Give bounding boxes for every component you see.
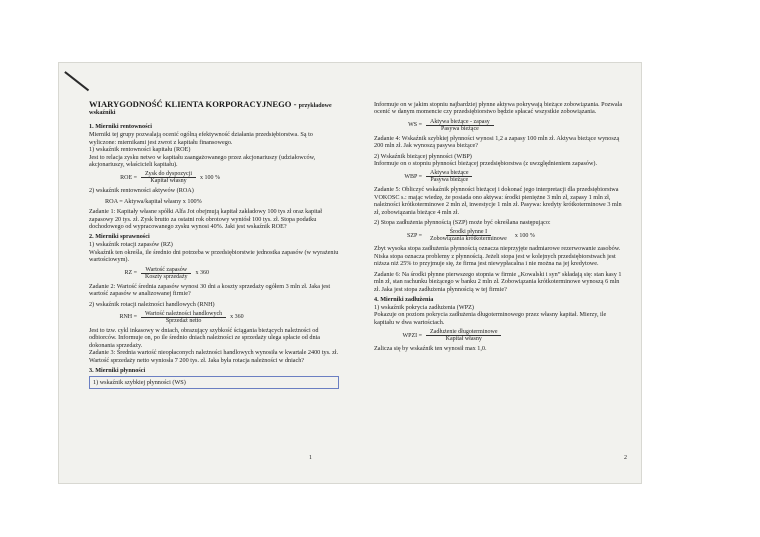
paragraph: Pokazuje on poziom pokrycia zadłużenia długoterminowego przez własny kapitał. Mierzy, ile kapitału w dwa wartościach. <box>374 311 607 326</box>
list-item: 1) wskaźnik rentowności kapitału (ROE) <box>89 146 191 154</box>
list-item: 2) wskaźnik rentowności aktywów (ROA) <box>89 187 194 195</box>
right-page <box>374 63 624 483</box>
pen-mark <box>65 71 90 91</box>
closing-note: Zalicza się by wskaźnik ten wynosił max 1,0. <box>374 345 487 353</box>
paragraph: Wskaźnik ten określa, ile średnio dni potrzeba w przedsiębiorstwie jednostka zapasów (w wyrażeniu wartościowym). <box>89 248 339 264</box>
list-item: 2) Stopa zadłużenia płynnością (SZP) może być określana następująco: <box>374 219 551 227</box>
formula-roa: ROA = Aktywa/kapitał własny x 100% <box>105 197 202 205</box>
formula-wpz: WPZI = $\frac{\text{Zadłużenie długoterminowe}}{\text{Kapitał własny}}$ <box>394 329 624 342</box>
formula-wbp: WBP = $\frac{\text{Aktywa bieżące}}{\text{Pasywa bieżące}}$ <box>394 170 624 183</box>
formula-ws: WS = $\frac{\text{Aktywa bieżące - zapasy}}{\text{Pasywa bieżące}}$ <box>394 119 624 132</box>
formula-rz: RZ = $\frac{\text{Wartość zapasów}}{\text{Koszty sprzedaży}}$ x 360 <box>124 266 209 280</box>
task-5: Zadanie 5: Obliczyć wskaźnik płynności bieżącej i dokonać jego interpretacji dla przedsiębiorstwa VOKOSC s.: mając wiedzę, że posiada ono aktywa: środki pieniężne 3 mln zł, zapasy 1 mln zł, należności krótkoterminowe 2 mln zł, inwestycje 1 mln zł. Pasywa: kredyty krótkoterminowe 3 mln zł, zobowiązania bieżące 4 mln zł. <box>374 186 622 216</box>
paragraph: Mierniki tej grupy pozwalają ocenić ogólną efektywność działania przedsiębiorstwa. Są to wyliczone: miernikami jest zwrot z kapitału finansowego. <box>89 131 313 146</box>
task-6: Zadanie 6: Na środki płynne pierwszego stopnia w firmie „Kowalski i syn” składają się: stan kasy 1 mln zł, stan rachunku bieżącego w banku 2 mln zł. Zobowiązania krótkoterminowe wynoszą 6 mln zł. Jaka jest stopa zadłużenia płynnością w tej firmie? <box>374 270 622 293</box>
list-item: 2) wskaźnik rotacji należności handlowych (RNH) <box>89 300 215 308</box>
paragraph: Jest to relacja zysku netwo w kapitału zaangażowanego przez akcjonariuszy (udziałowców, akcjonariuszy, właścicieli kapitału). <box>89 153 316 169</box>
paragraph: Informuje on o stopniu płynności bieżącej przedsiębiorstwa (z uwzględnieniem zapasów). <box>374 160 598 168</box>
list-item: 1) wskaźnik rotacji zapasów (RZ) <box>89 241 173 249</box>
paragraph: Informuje on w jakim stopniu najbardziej płynne aktywa pokrywają bieżące zobowiązania. Pozwala ocenić w danym momencie czy przedsiębiorstwo będzie spłacać wszystkie zobowiązania. <box>374 101 623 116</box>
document-title: WIARYGODNOŚĆ KLIENTA KORPORACYJNEGO - przykładowe <box>89 99 332 109</box>
paragraph: Jest to tzw. cykl inkasowy w dniach, obrazujący szybkość ściągania bieżących należności od odbiorców. Informuje on, po ile średnio dniach należności ze sprzedaży ulega spłacie od dnia dokonania sprzedaży. <box>89 326 321 349</box>
page-number-right: 2 <box>624 455 627 461</box>
task-3: Zadanie 3: Średnia wartość nieopłaconych należności handlowych wynosiła w kwartale 2400 tys. zł. Wartość sprzedaży netto wyniosła 7 200 tys. zł. Jaka była rotacja należności w dniach? <box>89 349 339 364</box>
left-page <box>89 63 339 483</box>
section-heading-rentownosc: 1. Mierniki rentowności <box>89 123 152 131</box>
section-heading-sprawnosc: 2. Mierniki sprawności <box>89 233 150 241</box>
formula-roe: ROE = $\frac{\text{Zysk do dyspozycji}}{\text{Kapitał własny}}$ x 100 % <box>120 171 220 185</box>
paragraph: Zbyt wysoka stopa zadłużenia płynnością oznacza nieprzyjęte nadmiarowe rezerwowanie zasobów. Niska stopa oznacza problemy z płynnością. Jeżeli stopa jest w kolejnych przedsiębiorstwach jest niższa niż 25% to przyjmuje się, że firma jest niewypłacalna i nie można na jej kredytowe. <box>374 245 621 268</box>
task-1: Zadanie 1: Kapitały własne spółki Alfa Jot obejmują kapitał zakładowy 100 tys zł oraz kapitał zapasowy 20 tys. zł. Zysk brutto za ostatni rok obrotowy wyniósł 100 tys. zł. Stopa podatku dochodowego od wypracowanego zysku wynosi 40%. Jaki jest wskaźnik ROE? <box>89 208 322 231</box>
list-item: 2) Wskaźnik bieżącej płynności (WBP) <box>374 152 472 160</box>
section-heading-zadluzenie: 4. Mierniki zadłużenia <box>374 295 434 303</box>
formula-rnh: RNH = $\frac{\text{Wartość należności handlowych}}{\text{Sprzedaż netto}}$ x 360 <box>119 310 244 324</box>
highlighted-box <box>89 376 339 389</box>
page-number-left: 1 <box>309 455 312 461</box>
list-item: 1) wskaźnik pokrycia zadłużenia (WPZ) <box>374 303 474 311</box>
list-item: 1) wskaźnik szybkiej płynności (WS) <box>93 378 186 386</box>
task-2: Zadanie 2: Wartość średnia zapasów wynosi 30 dni a koszty sprzedaży ogółem 3 mln zł. Jaka jest wartość zapasów w analizowanej firmie? <box>89 282 331 298</box>
document-title-line2: wskaźniki <box>89 109 116 116</box>
section-heading-plynnosc: 3. Mierniki płynności <box>89 366 146 374</box>
formula-szp: SZP = $\frac{\text{Środki płynne I}}{\text{Zobowiązania krótkoterminowe}}$ x 100 % <box>407 229 535 243</box>
task-4: Zadanie 4: Wskaźnik szybkiej płynności wynosi 1,2 a zapasy 100 mln zł. Aktywa bieżące wynoszą 200 mln zł. Jak wynoszą pasywa bieżące? <box>374 134 620 150</box>
scanned-document-spread <box>58 62 642 484</box>
